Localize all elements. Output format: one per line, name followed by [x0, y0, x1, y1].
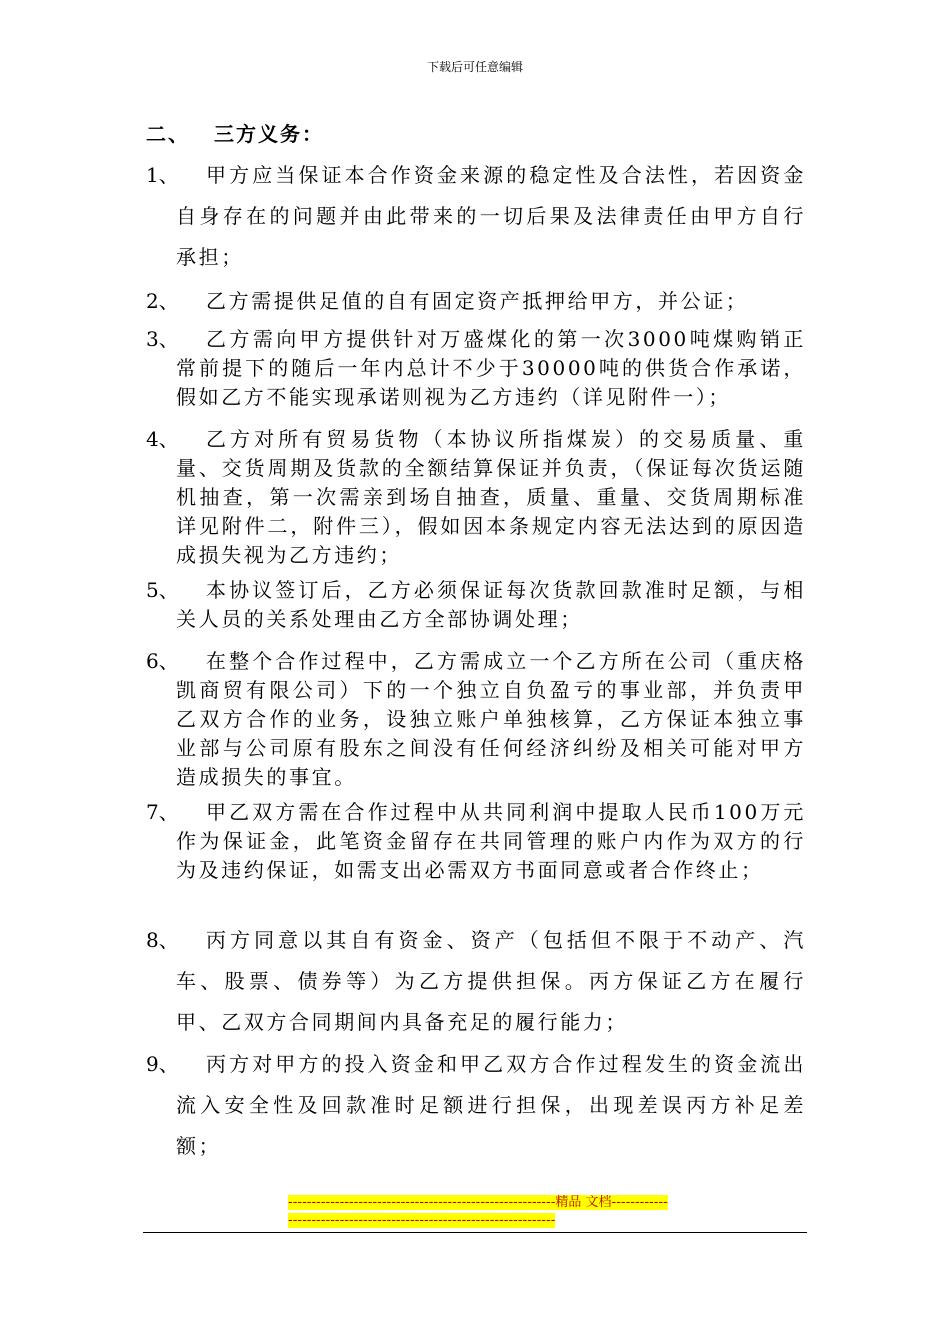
- clause-number: 1、: [146, 163, 179, 187]
- clause-7: [146, 798, 806, 885]
- footer-divider: [143, 1232, 807, 1233]
- clause-8: [146, 920, 806, 1043]
- clause-6: [146, 647, 806, 792]
- clause-text: 乙方需提供足值的自有固定资产抵押给甲方，并公证；: [206, 289, 749, 313]
- clause-text: 本协议签订后，乙方必须保证每次货款回款准时足额，与相关人员的关系处理由乙方全部协调处理；: [176, 578, 806, 631]
- clause-1: [146, 155, 806, 278]
- section-number: 二、: [146, 122, 190, 146]
- clause-text: 在整个合作过程中，乙方需成立一个乙方所在公司（重庆格凯商贸有限公司）下的一个独立自负盈亏的事业部，并负责甲乙双方合作的业务，设独立账户单独核算，乙方保证本独立事业部与公司原有股东之间没有任何经济纠纷及相关可能对甲方造成损失的事宜。: [176, 649, 806, 789]
- clause-number: 8、: [146, 928, 179, 952]
- section-heading: [146, 118, 324, 147]
- clause-number: 4、: [146, 427, 179, 451]
- clause-number: 5、: [146, 578, 179, 602]
- clause-text: 乙方需向甲方提供针对万盛煤化的第一次3000吨煤购销正常前提下的随后一年内总计不少于30000吨的供货合作承诺，假如乙方不能实现承诺则视为乙方违约（详见附件一）；: [176, 327, 806, 409]
- footer-watermark-text: ---------------------------------------------------------精品 文档---------------------------------------------------------------------: [288, 1195, 668, 1228]
- clause-text: 丙方对甲方的投入资金和甲乙双方合作过程发生的资金流出流入安全性及回款准时足额进行担保，出现差误丙方补足差额；: [176, 1052, 806, 1158]
- clause-text: 乙方对所有贸易货物（本协议所指煤炭）的交易质量、重量、交货周期及货款的全额结算保证并负责，（保证每次货运随机抽查，第一次需亲到场自抽查，质量、重量、交货周期标准详见附件二，附件三），假如因本条规定内容无法达到的原因造成损失视为乙方违约；: [176, 427, 806, 567]
- clause-3: [146, 325, 806, 412]
- clause-text: 丙方同意以其自有资金、资产（包括但不限于不动产、汽车、股票、债券等）为乙方提供担保。丙方保证乙方在履行甲、乙双方合同期间内具备充足的履行能力；: [176, 928, 806, 1034]
- clause-number: 9、: [146, 1052, 179, 1076]
- clause-text: 甲乙双方需在合作过程中从共同利润中提取人民币100万元作为保证金，此笔资金留存在共同管理的账户内作为双方的行为及违约保证，如需支出必需双方书面同意或者合作终止；: [176, 800, 806, 882]
- clause-2: [146, 281, 806, 322]
- footer-watermark: [288, 1194, 668, 1230]
- clause-text: 甲方应当保证本合作资金来源的稳定性及合法性，若因资金自身存在的问题并由此带来的一切后果及法律责任由甲方自行承担；: [176, 163, 806, 269]
- clause-number: 6、: [146, 649, 179, 673]
- clause-9: [146, 1044, 806, 1167]
- page-header: 下载后可任意编辑: [426, 60, 523, 74]
- clause-number: 3、: [146, 327, 179, 351]
- section-title: 三方义务：: [214, 122, 324, 146]
- clause-5: [146, 576, 806, 634]
- clause-4: [146, 425, 806, 570]
- clause-number: 7、: [146, 800, 179, 824]
- clause-number: 2、: [146, 289, 179, 313]
